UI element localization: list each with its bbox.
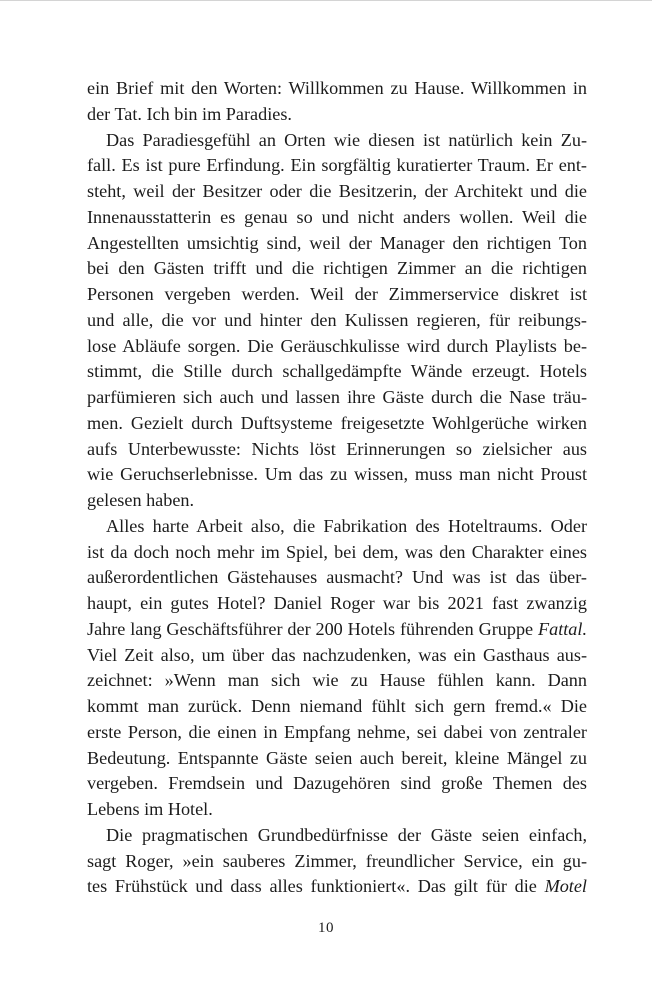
text-line: erste Person, die einen in Empfang nehme, sei dabei von zentraler [87,721,587,742]
text-line: Bedeutung. Entspannte Gäste seien auch bereit, kleine Mängel zu [87,747,587,768]
text-line: gelesen haben. [87,490,195,510]
italic-company-name: Fattal. [537,618,587,639]
text-line: Angestellten umsichtig sind, weil der Manager den richtigen Ton [87,232,587,253]
text-line: bei den Gästen trifft und die richtigen Zimmer an die richtigen [87,258,587,279]
text-line: ein Brief mit den Worten: Willkommen zu Hause. Willkommen in [87,78,587,98]
text-line: kommt man zurück. Denn niemand fühlt sich gern fremd.« Die [87,696,587,716]
text-line: zeichnet: »Wenn man sich wie zu Hause fühlen kann. Dann [87,670,587,691]
text-line: Lebens im Hotel. [87,799,213,819]
text-line: steht, weil der Besitzer oder die Besitzerin, der Architekt und die [87,181,587,201]
text-line: außerordentlichen Gästehauses ausmacht? Und was ist das über- [87,567,587,588]
text-line: der Tat. Ich bin im Paradies. [87,103,292,124]
text-line [87,874,587,900]
text-line: Das Paradiesgefühl an Orten wie diesen ist natürlich kein Zu- [106,129,587,150]
text-line: vergeben. Fremdsein und Dazugehören sind große Themen des [87,773,587,794]
text-line: lose Abläufe sorgen. Die Geräuschkulisse wird durch Playlists be- [87,335,587,356]
text-line: Alles harte Arbeit also, die Fabrikation des Hoteltraums. Oder [106,515,587,536]
text-line: Die pragmatischen Grundbedürfnisse der Gäste seien einfach, [106,824,587,845]
text-line: Personen vergeben werden. Weil der Zimmerservice diskret ist [87,284,587,304]
body-text [87,76,587,900]
text-line: ist da doch noch mehr im Spiel, bei dem, was den Charakter eines [87,541,587,562]
book-page [0,1,652,985]
page-number: 10 [318,920,334,936]
text-fragment: Jahre lang Geschäftsführer der 200 Hotels führenden Gruppe [87,618,538,639]
text-line: aufs Unterbewusste: Nichts löst Erinnerungen so zielsicher aus [87,438,587,459]
text-line: haupt, ein gutes Hotel? Daniel Roger war bis 2021 fast zwanzig [87,593,587,613]
text-line: parfümieren sich auch und lassen ihre Gäste durch die Nase träu- [87,387,587,407]
text-line: sagt Roger, »ein sauberes Zimmer, freundlicher Service, ein gu- [87,850,587,871]
italic-word: Motel [544,876,587,897]
text-line [87,617,587,643]
text-line: Viel Zeit also, um über das nachzudenken, was ein Gasthaus aus- [87,644,587,665]
text-line: und alle, die vor und hinter den Kulissen regieren, für reibungs- [87,309,587,330]
text-line: Innenausstatterin es genau so und nicht anders wollen. Weil die [87,206,587,227]
text-line: fall. Es ist pure Erfindung. Ein sorgfältig kuratierter Traum. Er ent- [87,155,587,176]
text-line: stimmt, die Stille durch schallgedämpfte Wände erzeugt. Hotels [87,361,587,382]
text-fragment: tes Frühstück und dass alles funktioniert«. Das gilt für die [87,876,545,897]
text-line: wie Geruchserlebnisse. Um das zu wissen, muss man nicht Proust [87,464,587,485]
text-line: men. Gezielt durch Duftsysteme freigesetzte Wohlgerüche wirken [87,412,587,433]
